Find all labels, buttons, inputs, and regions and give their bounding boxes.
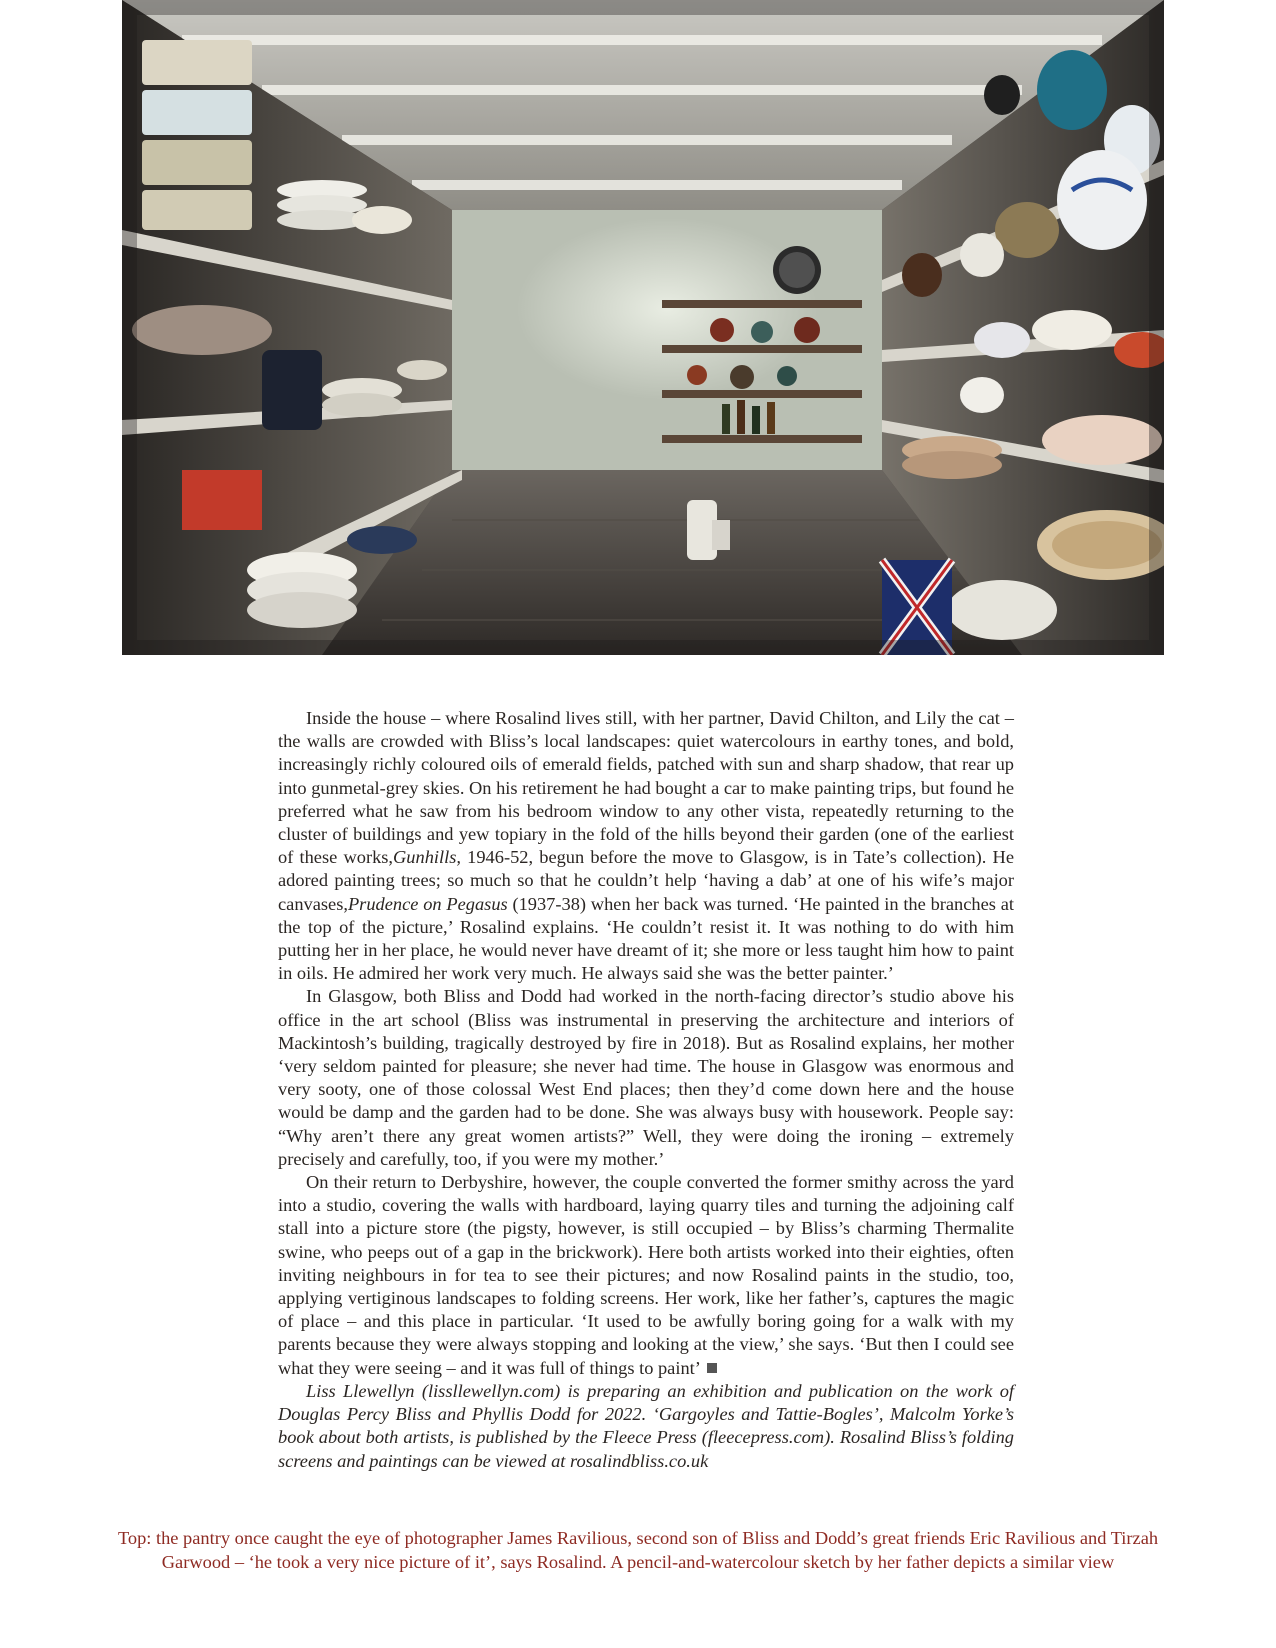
artwork-title-gunhills: Gunhills, [393, 847, 461, 868]
photo-caption: Top: the pantry once caught the eye of photographer James Ravilious, second son of Bliss and Dodd’s great friends Eric Ravilious and Tirzah Garwood – ‘he took a very nice picture of it’, says Rosalind. A pencil-and-watercolour sketch by her father depicts a similar view [117, 1528, 1159, 1572]
article-paragraph-3 [278, 1171, 1014, 1380]
artwork-title-prudence-on-pegasus: Prudence on Pegasus [347, 893, 508, 914]
paragraph-3-text: On their return to Derbyshire, however, the couple converted the former smithy across the yard into a studio, covering the walls with hardboard, laying quarry tiles and turning the adjoining calf stall into a picture store (the pigsty, however, is still occupied – by Bliss’s charming Thermalite swine, who peeps out of a gap in the brickwork). Here both artists worked into their eighties, often inviting neighbours in for tea to see their pictures; and now Rosalind paints in the studio, too, applying vertiginous landscapes to folding screens. Her work, like her father’s, captures the magic of place – and this place in particular. ‘It used to be awfully boring going for a walk with my parents because they were always stopping and looking at the view,’ she says. ‘But then I could see what they were seeing – and it was full of things to paint’ [278, 1172, 1014, 1378]
pantry-photo-illustration [122, 0, 1164, 655]
paragraph-1-middle: 1946-52, begun before the move to Glasgow, is in Tate’s collection). He adored painting trees; so much so that he couldn’t help ‘having a dab’ at one of his wife’s major canvases, [278, 847, 1014, 914]
paragraph-1-end: (1937-38) when her back was turned. ‘He painted in the branches at the top of the picture,’ Rosalind explains. ‘He couldn’t resist it. It was nothing to do with him putting her in her place, he would never have dreamt of it; she more or less taught him how to paint in oils. He admired her work very much. He always said she was the better painter.’ [278, 893, 1014, 984]
article-body [278, 707, 1014, 1473]
article-paragraph-1 [278, 707, 1014, 985]
end-of-article-mark [707, 1363, 717, 1373]
pantry-photograph [122, 0, 1164, 655]
paragraph-1-text: Inside the house – where Rosalind lives still, with her partner, David Chilton, and Lily the cat – the walls are crowded with Bliss’s local landscapes: quiet watercolours in earthy tones, and bold, increasingly richly coloured oils of emerald fields, patched with sun and sharp shadow, that rear up into gunmetal-grey skies. On his retirement he had bought a car to make painting trips, but found he preferred what he saw from his bedroom window to any other vista, repeatedly returning to the cluster of buildings and yew topiary in the fold of the hills beyond their garden (one of the earliest of these works, [278, 708, 1014, 868]
article-paragraph-2: In Glasgow, both Bliss and Dodd had worked in the north-facing director’s studio above his office in the art school (Bliss was instrumental in preserving the architecture and interiors of Mackintosh’s building, tragically destroyed by fire in 2018). But as Rosalind explains, her mother ‘very seldom painted for pleasure; she never had time. The house in Glasgow was enormous and very sooty, one of those colossal West End places; then they’d come down here and the house would be damp and the garden had to be done. She was always busy with housework. People say: “Why aren’t there any great women artists?” Well, they were doing the ironing – extremely precisely and carefully, too, if you were my mother.’ [278, 986, 1014, 1169]
article-credit: Liss Llewellyn (lissllewellyn.com) is preparing an exhibition and publication on the work of Douglas Percy Bliss and Phyllis Dodd for 2022. ‘Gargoyles and Tattie-Bogles’, Malcolm Yorke’s book about both artists, is published by the Fleece Press (fleecepress.com). Rosalind Bliss’s folding screens and paintings can be viewed at rosalindbliss.co.uk [278, 1380, 1014, 1471]
